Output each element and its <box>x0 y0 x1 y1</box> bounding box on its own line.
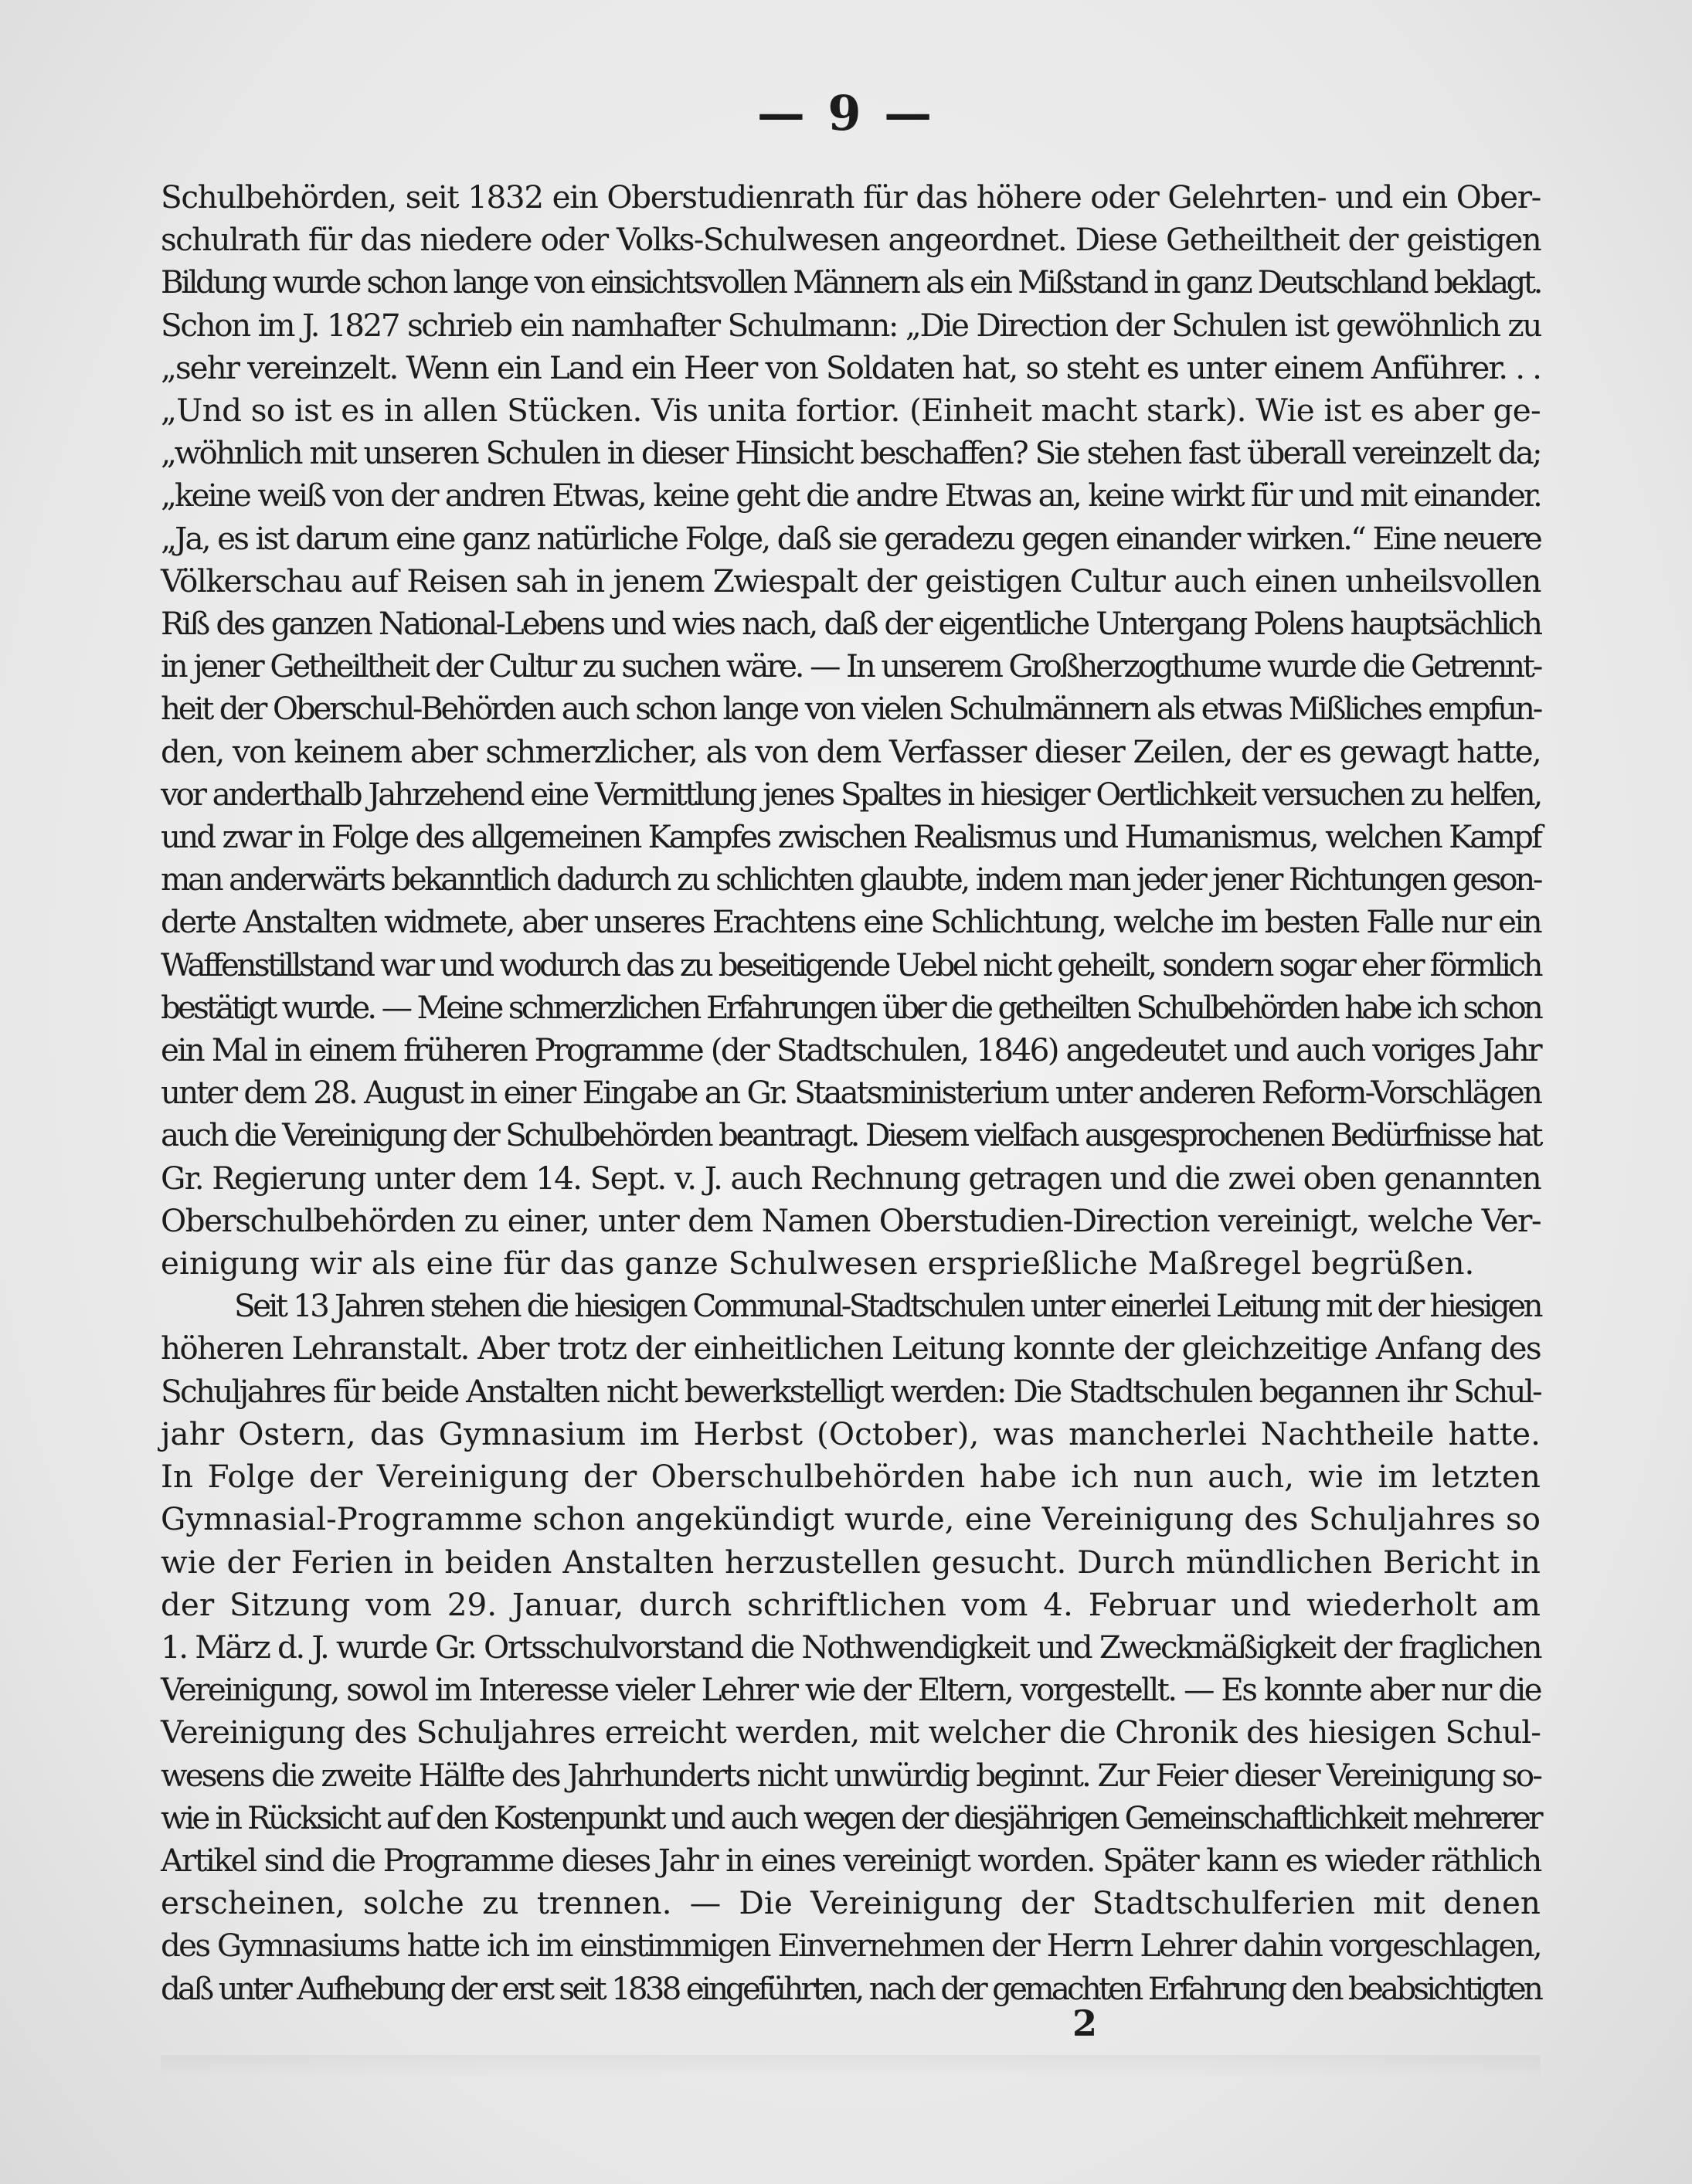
text-line: und zwar in Folge des allgemeinen Kampfes zwischen Realismus und Humanismus, welchen Kampf <box>161 818 1541 856</box>
text-line: jahr Ostern, das Gymnasium im Herbst (October), was mancherlei Nachtheile hatte. <box>161 1415 1541 1452</box>
text-line: wie in Rücksicht auf den Kostenpunkt und auch wegen der diesjährigen Gemeinschaftlichkeit mehrerer <box>161 1798 1541 1836</box>
text-line: Bildung wurde schon lange von einsichtsvollen Männern als ein Mißstand in ganz Deutschland beklagt. <box>161 263 1541 301</box>
text-line: auch die Vereinigung der Schulbehörden beantragt. Diesem vielfach ausgesprochenen Bedürfnisse hat <box>161 1116 1541 1154</box>
text-line: daß unter Aufhebung der erst seit 1838 eingeführten, nach der gemachten Erfahrung den beabsichtigten <box>161 1969 1541 2007</box>
text-line: schulrath für das niedere oder Volks-Schulwesen angeordnet. Diese Getheiltheit der geistigen <box>161 221 1541 259</box>
text-line: „Und so ist es in allen Stücken. Vis unita fortior. (Einheit macht stark). Wie ist es aber ge- <box>161 392 1541 430</box>
body-text <box>161 176 1541 2010</box>
text-line: ein Mal in einem früheren Programme (der Stadtschulen, 1846) angedeutet und auch voriges Jahr <box>161 1031 1541 1069</box>
text-line: unter dem 28. August in einer Eingabe an Gr. Staatsministerium unter anderen Reform-Vorschlägen <box>161 1074 1541 1112</box>
text-line: des Gymnasiums hatte ich im einstimmigen Einvernehmen der Herrn Lehrer dahin vorgeschlagen, <box>161 1927 1541 1965</box>
text-line: erscheinen, solche zu trennen. — Die Vereinigung der Stadtschulferien mit denen <box>161 1884 1541 1922</box>
text-line: wie der Ferien in beiden Anstalten herzustellen gesucht. Durch mündlichen Bericht in <box>161 1543 1541 1581</box>
text-line: 1. März d. J. wurde Gr. Ortsschulvorstand die Nothwendigkeit und Zweckmäßigkeit der fraglichen <box>161 1628 1541 1666</box>
text-line: heit der Oberschul-Behörden auch schon lange von vielen Schulmännern als etwas Mißliches empfun- <box>161 690 1541 728</box>
text-line: höheren Lehranstalt. Aber trotz der einheitlichen Leitung konnte der gleichzeitige Anfang des <box>161 1330 1541 1367</box>
text-line: Seit 13 Jahren stehen die hiesigen Communal-Stadtschulen unter einerlei Leitung mit der hiesigen <box>234 1287 1541 1325</box>
page-number: — 9 — <box>756 85 936 141</box>
text-line: Oberschulbehörden zu einer, unter dem Namen Oberstudien-Direction vereinigt, welche Ver- <box>161 1201 1541 1239</box>
text-line: Schuljahres für beide Anstalten nicht bewerkstelligt werden: Die Stadtschulen begannen ihr Schul- <box>161 1372 1541 1410</box>
text-line: bestätigt wurde. — Meine schmerzlichen Erfahrungen über die getheilten Schulbehörden habe ich schon <box>161 988 1541 1026</box>
text-line: Gymnasial-Programme schon angekündigt wurde, eine Vereinigung des Schuljahres so <box>161 1500 1541 1538</box>
text-line: wesens die zweite Hälfte des Jahrhunderts nicht unwürdig beginnt. Zur Feier dieser Vereinigung so- <box>161 1756 1541 1794</box>
text-line: „wöhnlich mit unseren Schulen in dieser Hinsicht beschaffen? Sie stehen fast überall vereinzelt da; <box>161 434 1541 472</box>
text-line: den, von keinem aber schmerzlicher, als von dem Verfasser dieser Zeilen, der es gewagt hatte, <box>161 732 1541 770</box>
signature-mark: 2 <box>1072 2002 1098 2044</box>
text-line: Waffenstillstand war und wodurch das zu beseitigende Uebel nicht geheilt, sondern sogar eher förmlich <box>161 946 1541 983</box>
text-line: Riß des ganzen National-Lebens und wies nach, daß der eigentliche Untergang Polens hauptsächlich <box>161 605 1541 643</box>
text-line: Vereinigung des Schuljahres erreicht werden, mit welcher die Chronik des hiesigen Schul- <box>161 1714 1541 1751</box>
text-line: in jener Getheiltheit der Cultur zu suchen wäre. — In unserem Großherzogthume wurde die Getrennt- <box>161 647 1541 685</box>
text-line: „sehr vereinzelt. Wenn ein Land ein Heer von Soldaten hat, so steht es unter einem Anführer. . . <box>161 348 1541 386</box>
text-line: man anderwärts bekanntlich dadurch zu schlichten glaubte, indem man jeder jener Richtungen geson- <box>161 861 1541 898</box>
text-line: der Sitzung vom 29. Januar, durch schriftlichen vom 4. Februar und wiederholt am <box>161 1585 1541 1623</box>
text-line: Schulbehörden, seit 1832 ein Oberstudienrath für das höhere oder Gelehrten- und ein Ober- <box>161 178 1541 216</box>
text-line: vor anderthalb Jahrzehend eine Vermittlung jenes Spaltes in hiesiger Oertlichkeit versuchen zu helfen, <box>161 775 1541 813</box>
text-line: derte Anstalten widmete, aber unseres Erachtens eine Schlichtung, welche im besten Falle nur ein <box>161 903 1541 941</box>
text-line: „keine weiß von der andren Etwas, keine geht die andre Etwas an, keine wirkt für und mit einander. <box>161 477 1541 515</box>
text-line: einigung wir als eine für das ganze Schulwesen ersprießliche Maßregel begrüßen. <box>161 1245 1475 1282</box>
text-line: Vereinigung, sowol im Interesse vieler Lehrer wie der Eltern, vorgestellt. — Es konnte aber nur die <box>161 1671 1541 1709</box>
text-line: In Folge der Vereinigung der Oberschulbehörden habe ich nun auch, wie im letzten <box>161 1458 1541 1496</box>
text-line: Artikel sind die Programme dieses Jahr in eines vereinigt worden. Später kann es wieder räthlich <box>161 1841 1541 1879</box>
text-line: „Ja, es ist darum eine ganz natürliche Folge, daß sie geradezu gegen einander wirken.“ Eine neuere <box>161 519 1541 557</box>
bleed-through-shadow <box>161 2055 1541 2078</box>
text-line: Schon im J. 1827 schrieb ein namhafter Schulmann: „Die Direction der Schulen ist gewöhnlich zu <box>161 306 1541 344</box>
text-line: Völkerschau auf Reisen sah in jenem Zwiespalt der geistigen Cultur auch einen unheilsvollen <box>161 562 1541 599</box>
text-line: Gr. Regierung unter dem 14. Sept. v. J. auch Rechnung getragen und die zwei oben genannten <box>161 1159 1541 1197</box>
